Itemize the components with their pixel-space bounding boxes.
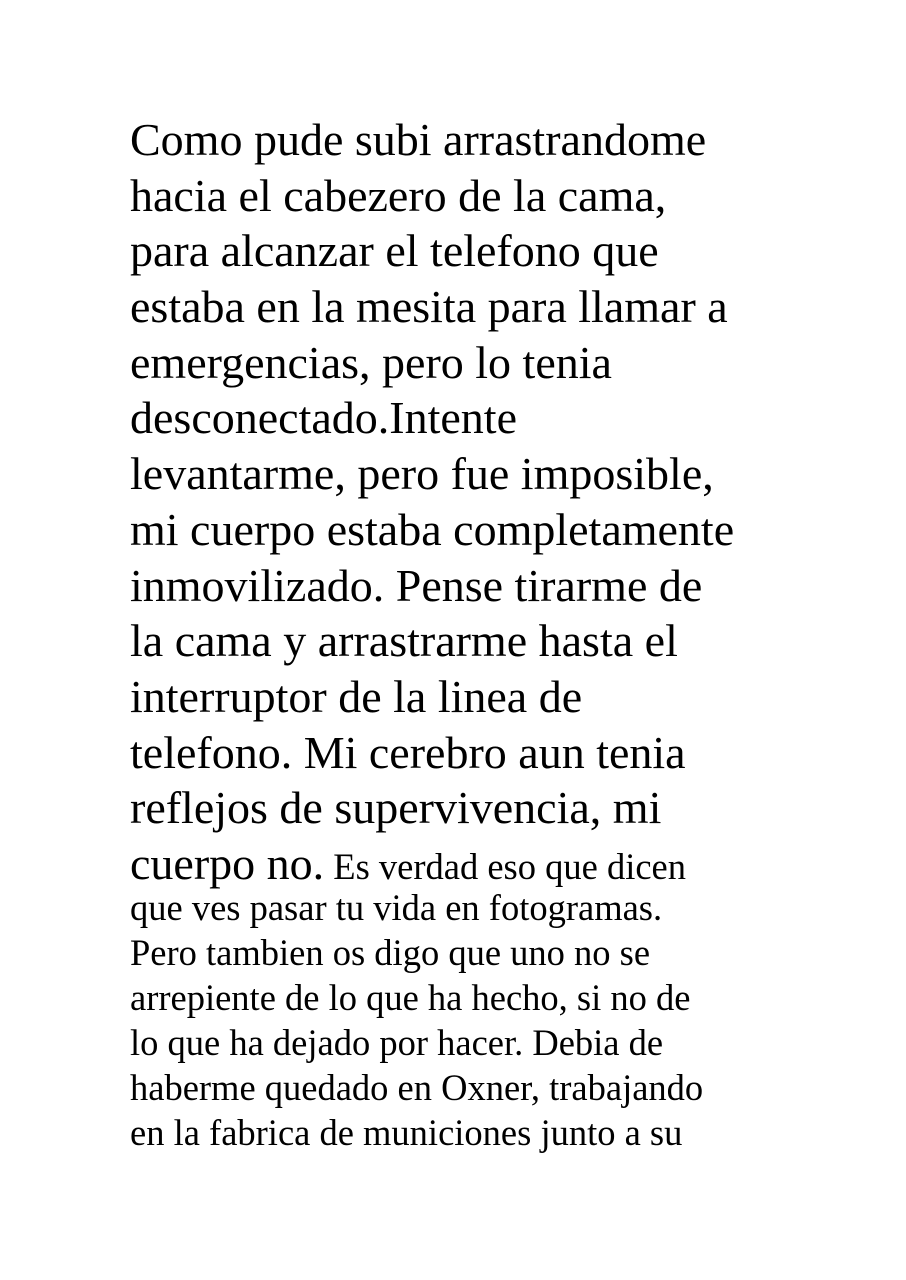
text-line: estaba en la mesita para llamar a (130, 281, 728, 333)
body-text (130, 112, 830, 1155)
text-line: hacia el cabezero de la cama, (130, 169, 667, 221)
text-line: interruptor de la linea de (130, 670, 583, 722)
large-text-run: cuerpo no. (130, 837, 325, 889)
text-line: desconectado.Intente (130, 392, 517, 444)
text-line: mi cuerpo estaba completamente (130, 503, 735, 555)
text-line: para alcanzar el telefono que (130, 225, 659, 277)
text-line: reflejos de supervivencia, mi (130, 782, 662, 834)
small-text-run: Es verdad eso que dicen (324, 845, 686, 887)
text-line: que ves pasar tu vida en fotogramas. (130, 886, 663, 928)
text-line: haberme quedado en Oxner, trabajando (130, 1066, 704, 1108)
text-line: Pero tambien os digo que uno no se (130, 931, 651, 973)
text-line: la cama y arrastrarme hasta el (130, 615, 678, 667)
text-line: levantarme, pero fue imposible, (130, 448, 714, 500)
text-line: lo que ha dejado por hacer. Debia de (130, 1021, 664, 1063)
text-line: en la fabrica de municiones junto a su (130, 1111, 683, 1153)
text-line: emergencias, pero lo tenia (130, 336, 612, 388)
text-line-mixed (130, 836, 830, 889)
text-line: telefono. Mi cerebro aun tenia (130, 726, 686, 778)
text-line: inmovilizado. Pense tirarme de (130, 559, 703, 611)
text-line: Como pude subi arrastrandome (130, 114, 707, 165)
text-line: arrepiente de lo que ha hecho, si no de (130, 976, 691, 1018)
